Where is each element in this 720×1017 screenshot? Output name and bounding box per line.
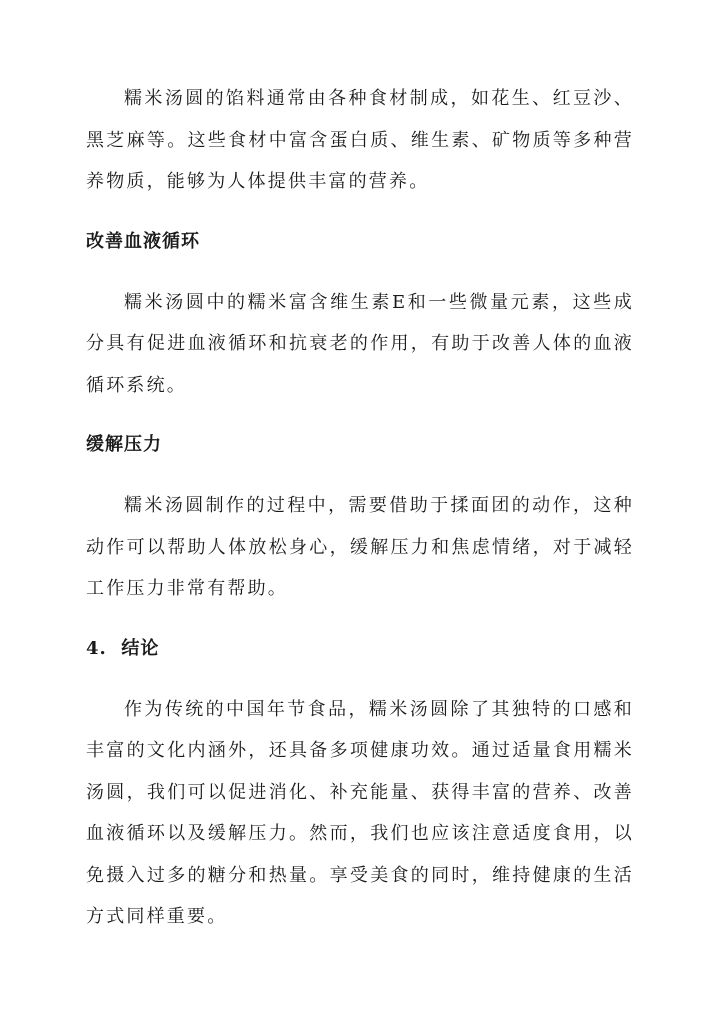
paragraph-stress-relief: 糯米汤圆制作的过程中，需要借助于揉面团的动作，这种动作可以帮助人体放松身心，缓解压力和焦虑情绪，对于减轻工作压力非常有帮助。: [86, 495, 634, 599]
paragraph-nutrition: 糯米汤圆的馅料通常由各种食材制成，如花生、红豆沙、黑芝麻等。这些食材中富含蛋白质、维生素、矿物质等多种营养物质，能够为人体提供丰富的营养。: [86, 88, 634, 192]
document-page: [86, 78, 634, 938]
paragraph-conclusion: 作为传统的中国年节食品，糯米汤圆除了其独特的口感和丰富的文化内涵外，还具备多项健康功效。通过适量食用糯米汤圆，我们可以促进消化、补充能量、获得丰富的营养、改善血液循环以及缓解压力。然而，我们也应该注意适度食用，以免摄入过多的糖分和热量。享受美食的同时，维持健康的生活方式同样重要。: [86, 698, 634, 927]
heading-stress-relief: 缓解压力: [86, 434, 162, 455]
paragraph-blood-circulation: 糯米汤圆中的糯米富含维生素E和一些微量元素，这些成分具有促进血液循环和抗衰老的作用，有助于改善人体的血液循环系统。: [86, 291, 634, 396]
heading-blood-circulation: 改善血液循环: [86, 230, 200, 252]
heading-conclusion: 4. 结论: [86, 637, 160, 659]
